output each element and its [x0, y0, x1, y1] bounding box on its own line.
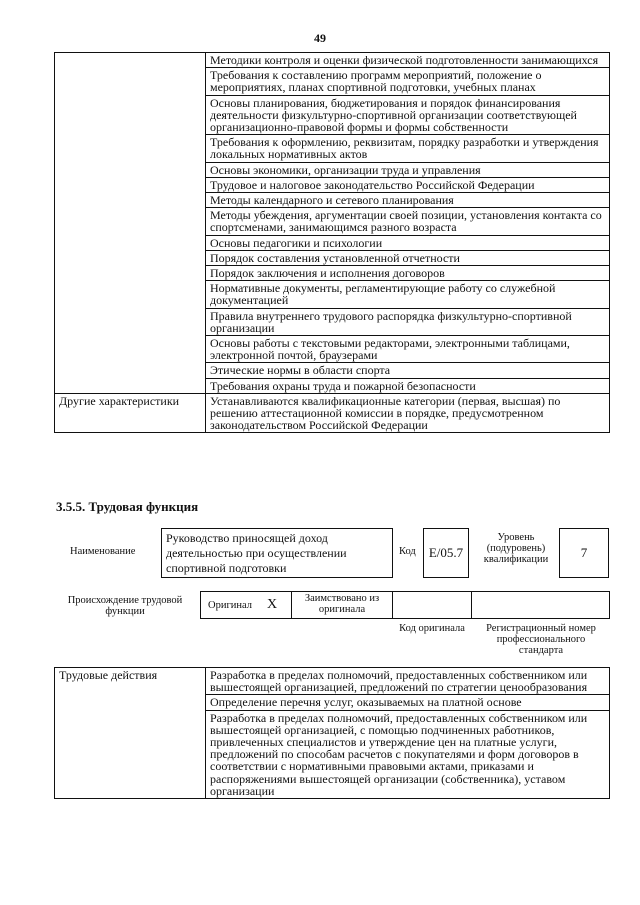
labour-action: Определение перечня услуг, оказываемых на платной основе: [206, 695, 610, 710]
knowledge-item: Требования к оформлению, реквизитам, порядку разработки и утверждения локальных нормативных актов: [206, 135, 610, 162]
function-name-value: Руководство приносящей доход деятельностью при осуществлении спортивной подготовки: [166, 531, 347, 575]
code-caption: Код оригинала: [399, 623, 465, 634]
knowledge-item: Этические нормы в области спорта: [206, 363, 610, 378]
code-box: [423, 528, 469, 578]
name-label: Наименование: [70, 546, 136, 557]
knowledge-item: Нормативные документы, регламентирующие работу со служебной документацией: [206, 281, 610, 308]
knowledge-item: Требования охраны труда и пожарной безопасности: [206, 378, 610, 393]
borrowed-cell: [291, 591, 393, 619]
knowledge-item: Трудовое и налоговое законодательство Российской Федерации: [206, 177, 610, 192]
borrowed-label: Заимствовано из оригинала: [304, 593, 380, 615]
registration-number-cell: [471, 591, 610, 619]
table-row: [55, 53, 610, 68]
other-characteristics-label: Другие характеристики: [55, 393, 206, 433]
labour-action: Разработка в пределах полномочий, предоставленных собственником или вышестоящей организацией, предложений по стратегии ценообразования: [206, 668, 610, 695]
table-row: [55, 668, 610, 695]
knowledge-item: Требования к составлению программ мероприятий, положение о мероприятиях, планах спортивной подготовки, учебных планах: [206, 68, 610, 95]
knowledge-item: Основы работы с текстовыми редакторами, электронными таблицами, электронной почтой, браузерами: [206, 336, 610, 363]
knowledge-item: Основы экономики, организации труда и управления: [206, 162, 610, 177]
level-value: 7: [580, 545, 588, 560]
knowledge-item: Правила внутреннего трудового распорядка физкультурно-спортивной организации: [206, 308, 610, 335]
other-characteristics-text: Устанавливаются квалификационные категории (первая, высшая) по решению аттестационной комиссии в порядке, предусмотренном законодательством Российской Федерации: [206, 393, 610, 433]
knowledge-item: Основы планирования, бюджетирования и порядок финансирования деятельности физкультурно-спортивной организации соответствующей организационно-правовой формы и формы собственности: [206, 95, 610, 135]
level-box: [559, 528, 609, 578]
original-label: Оригинал: [208, 600, 252, 611]
labour-action: Разработка в пределах полномочий, предоставленных собственником или вышестоящей организацией, с помощью подчиненных работников, привлеченных специалистов и утверждение цен на платные услуги, предложений по способам расчетов с покупателями и форм договоров в соответствии с нормативными правовыми актами, приказами и распоряжениями вышестоящей организации (собственника), уставом организации: [206, 710, 610, 798]
page-number: 49: [314, 31, 326, 45]
code-value: E/05.7: [428, 545, 464, 560]
code-label: Код: [399, 546, 416, 557]
table-row: [55, 393, 610, 433]
reg-caption: Регистрационный номер профессионального стандарта: [486, 623, 596, 656]
knowledge-item: Методы убеждения, аргументации своей позиции, установления контакта со спортсменами, занимающимся разного возраста: [206, 208, 610, 235]
table-label-cell: [55, 53, 206, 394]
original-code-cell: [392, 591, 472, 619]
knowledge-item: Порядок заключения и исполнения договоров: [206, 266, 610, 281]
level-label: Уровень (подуровень) квалификации: [483, 532, 549, 565]
section-heading: 3.5.5. Трудовая функция: [56, 499, 199, 514]
function-name-box: [161, 528, 393, 578]
labour-actions-table: [54, 667, 610, 799]
knowledge-table: [54, 52, 610, 433]
original-cell: [200, 591, 292, 619]
labour-actions-label: Трудовые действия: [55, 668, 206, 799]
knowledge-item: Методы календарного и сетевого планирования: [206, 193, 610, 208]
knowledge-item: Методики контроля и оценки физической подготовленности занимающихся: [206, 53, 610, 68]
knowledge-item: Основы педагогики и психологии: [206, 235, 610, 250]
origin-label: Происхождение трудовой функции: [67, 595, 183, 617]
original-mark: X: [267, 597, 278, 612]
knowledge-item: Порядок составления установленной отчетности: [206, 250, 610, 265]
